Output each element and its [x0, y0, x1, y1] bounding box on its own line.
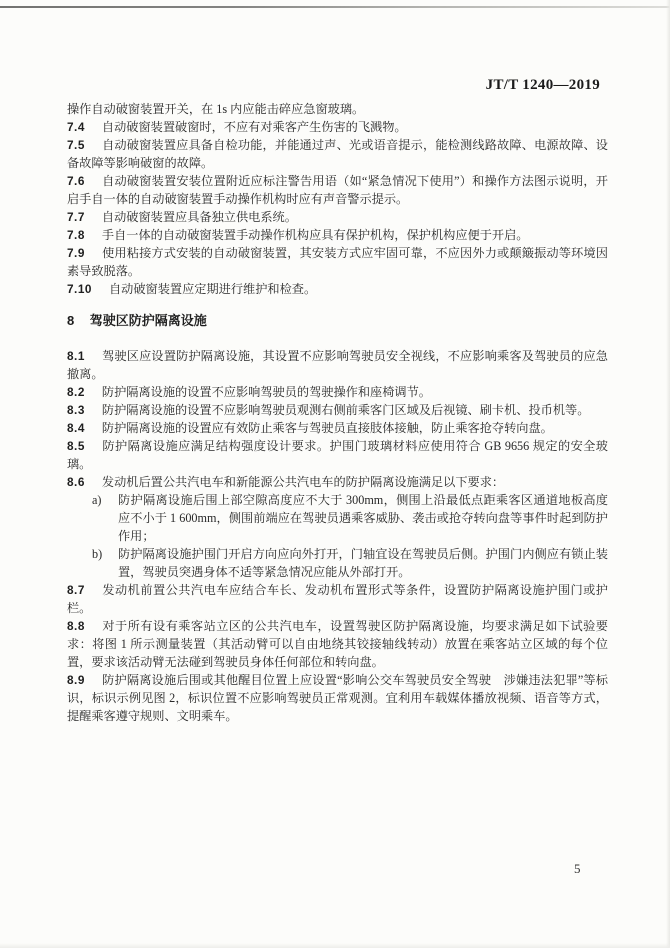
clause-8-7 — [67, 581, 608, 617]
standard-number-header: JT/T 1240—2019 — [485, 77, 600, 93]
clause-number: 7.9 — [67, 246, 85, 260]
clause-7-7 — [67, 208, 608, 226]
scan-artifact-top-line — [0, 6, 670, 8]
clause-8-6-item-b — [67, 545, 608, 581]
subitem-text: 防护隔离设施后围上部空隙高度应不大于 300mm，侧围上沿最低点距乘客区通道地板高度应不小于 1 600mm，侧围前端应在驾驶员遇乘客威胁、袭击或抢夺转向盘等事件时起到防护作用； — [118, 493, 608, 543]
clause-number: 8.7 — [67, 583, 85, 597]
clause-8-6-item-a — [67, 491, 608, 545]
clause-number: 8.2 — [67, 385, 85, 399]
clause-text: 自动破窗装置应具备独立供电系统。 — [101, 210, 297, 224]
clause-number: 7.10 — [67, 282, 92, 296]
clause-number: 7.7 — [67, 210, 85, 224]
section-title: 驾驶区防护隔离设施 — [89, 313, 207, 328]
clause-7-3-continuation: 操作自动破窗装置开关，在 1s 内应能击碎应急窗玻璃。 — [67, 102, 365, 116]
page-number: 5 — [574, 861, 581, 876]
clause-text: 手自一体的自动破窗装置手动操作机构应具有保护机构，保护机构应便于开启。 — [101, 228, 529, 242]
clause-number: 8.6 — [67, 475, 85, 489]
clause-number: 8.4 — [67, 421, 85, 435]
clause-text: 对于所有设有乘客站立区的公共汽电车，设置驾驶区防护隔离设施，均要求满足如下试验要求：将图 1 所示测量装置（其活动臂可以自由地绕其铰接轴线转动）放置在乘客站立区域的每个位置，要求该活动臂无法碰到驾驶员身体任何部位和转向盘。 — [67, 619, 608, 669]
clause-text: 自动破窗装置应定期进行维护和检查。 — [108, 282, 317, 296]
subitem-label: a) — [92, 493, 102, 507]
clause-text: 防护隔离设施的设置不应影响驾驶员的驾驶操作和座椅调节。 — [101, 385, 431, 399]
clause-text: 防护隔离设施应满足结构强度设计要求。护围门玻璃材料应使用符合 GB 9656 规定的安全玻璃。 — [67, 439, 608, 471]
section-number: 8 — [67, 313, 75, 328]
clause-8-4 — [67, 419, 608, 437]
clause-8-5 — [67, 437, 608, 473]
clause-text: 防护隔离设施的设置应有效防止乘客与驾驶员直接肢体接触，防止乘客抢夺转向盘。 — [101, 421, 553, 435]
clause-7-4 — [67, 118, 608, 136]
clause-number: 8.1 — [67, 349, 85, 363]
clause-7-10 — [67, 280, 608, 298]
section-8-heading — [67, 312, 608, 330]
clause-text: 发动机前置公共汽电车应结合车长、发动机布置形式等条件，设置防护隔离设施护围门或护栏。 — [67, 583, 608, 615]
clause-8-8 — [67, 617, 608, 671]
subitem-text: 防护隔离设施护围门开启方向应向外打开，门轴宜设在驾驶员后侧。护围门内侧应有锁止装置，驾驶员突遇身体不适等紧急情况应能从外部打开。 — [118, 547, 608, 579]
clause-number: 8.9 — [67, 673, 85, 687]
clause-number: 8.8 — [67, 619, 85, 633]
clause-number: 8.5 — [67, 439, 85, 453]
clause-7-8 — [67, 226, 608, 244]
clause-text: 驾驶区应设置防护隔离设施，其设置不应影响驾驶员安全视线，不应影响乘客及驾驶员的应急撤离。 — [67, 349, 608, 381]
clause-7-6 — [67, 172, 608, 208]
clause-text: 防护隔离设施后围或其他醒目位置上应设置“影响公交车驾驶员安全驾驶 涉嫌违法犯罪”等标识，标识示例见图 2，标识位置不应影响驾驶员正常观测。宜利用车载媒体播放视频、语音等方式，提醒乘客遵守规则、文明乘车。 — [67, 673, 608, 723]
clause-number: 7.4 — [67, 120, 85, 134]
clause-text: 自动破窗装置安装位置附近应标注警告用语（如“紧急情况下使用”）和操作方法图示说明，开启手自一体的自动破窗装置手动操作机构时应有声音警示提示。 — [67, 174, 608, 206]
scan-artifact-right-edge — [666, 0, 670, 948]
document-body — [67, 100, 608, 725]
clause-8-2 — [67, 383, 608, 401]
clause-text: 发动机后置公共汽电车和新能源公共汽电车的防护隔离设施满足以下要求： — [101, 475, 505, 489]
clause-number: 8.3 — [67, 403, 85, 417]
clause-number: 7.5 — [67, 138, 85, 152]
clause-text: 使用粘接方式安装的自动破窗装置，其安装方式应牢固可靠，不应因外力或颠簸振动等环境因素导致脱落。 — [67, 246, 608, 278]
clause-text: 防护隔离设施的设置不应影响驾驶员观测右侧前乘客门区域及后视镜、刷卡机、投币机等。 — [101, 403, 590, 417]
clause-text: 自动破窗装置破窗时，不应有对乘客产生伤害的飞溅物。 — [101, 120, 407, 134]
clause-text: 自动破窗装置应具备自检功能，并能通过声、光或语音提示，能检测线路故障、电源故障、设备故障等影响破窗的故障。 — [67, 138, 608, 170]
subitem-label: b) — [92, 547, 103, 561]
clause-7-5 — [67, 136, 608, 172]
clause-number: 7.6 — [67, 174, 85, 188]
clause-8-1 — [67, 347, 608, 383]
clause-7-9 — [67, 244, 608, 280]
clause-number: 7.8 — [67, 228, 85, 242]
clause-8-6 — [67, 473, 608, 491]
clause-8-3 — [67, 401, 608, 419]
clause-8-9 — [67, 671, 608, 725]
scan-artifact-bottom-edge — [0, 943, 670, 948]
